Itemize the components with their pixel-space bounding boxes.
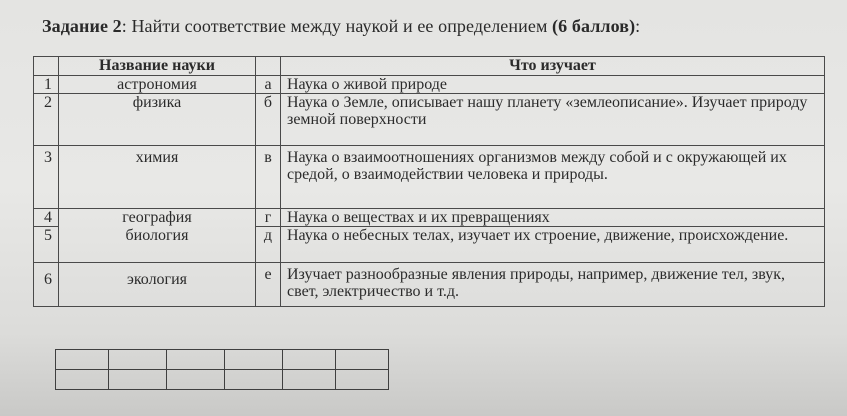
- answer-cell[interactable]: [56, 370, 109, 390]
- header-name-cell: Название науки: [59, 57, 256, 76]
- definition-letter: е: [256, 263, 281, 307]
- definition-letter: в: [256, 146, 281, 209]
- task-label: Задание 2: [42, 16, 122, 36]
- definition-text: Наука о живой природе: [281, 76, 825, 94]
- answer-cell[interactable]: [283, 350, 336, 370]
- definition-text: Наука о веществах и их превращениях: [281, 209, 825, 227]
- science-name: экология: [59, 263, 256, 307]
- science-name: астрономия: [59, 76, 256, 94]
- table-row: [34, 94, 825, 146]
- row-number: 5: [34, 227, 59, 263]
- definition-text: Изучает разнообразные явления природы, например, движение тел, звук, свет, электричество и т.д.: [281, 263, 825, 307]
- table-row: [34, 227, 825, 263]
- task-points: (6 баллов): [552, 16, 636, 36]
- science-name: химия: [59, 146, 256, 209]
- answer-cell[interactable]: [167, 350, 225, 370]
- definition-text: Наука о Земле, описывает нашу планету «землеописание». Изучает природу земной поверхности: [281, 94, 825, 146]
- definition-letter: а: [256, 76, 281, 94]
- answer-cell[interactable]: [109, 350, 167, 370]
- answer-cell[interactable]: [167, 370, 225, 390]
- row-number: 3: [34, 146, 59, 209]
- task-text: : Найти соответствие между наукой и ее определением: [121, 16, 553, 36]
- answer-cell[interactable]: [336, 370, 389, 390]
- definition-letter: д: [256, 227, 281, 263]
- table-row: [34, 209, 825, 227]
- table-row: [34, 263, 825, 307]
- table-header-row: [34, 57, 825, 76]
- answer-cell[interactable]: [225, 370, 283, 390]
- definition-letter: б: [256, 94, 281, 146]
- answer-cell[interactable]: [56, 350, 109, 370]
- table-row: [34, 76, 825, 94]
- definition-text: Наука о небесных телах, изучает их строение, движение, происхождение.: [281, 227, 825, 263]
- row-number: 6: [34, 263, 59, 307]
- row-number: 1: [34, 76, 59, 94]
- science-name: физика: [59, 94, 256, 146]
- header-num-cell: [34, 57, 59, 76]
- header-letter-cell: [256, 57, 281, 76]
- answer-grid-row: [56, 370, 389, 390]
- row-number: 2: [34, 94, 59, 146]
- answer-cell[interactable]: [225, 350, 283, 370]
- definition-text: Наука о взаимоотношениях организмов между собой и с окружающей их средой, о взаимодействии человека и природы.: [281, 146, 825, 209]
- table-row: [34, 146, 825, 209]
- answer-cell[interactable]: [109, 370, 167, 390]
- definition-letter: г: [256, 209, 281, 227]
- row-number: 4: [34, 209, 59, 227]
- science-name: биология: [59, 227, 256, 263]
- task-end: :: [635, 16, 641, 36]
- task-title: [42, 16, 640, 37]
- answer-grid: [55, 349, 389, 390]
- answer-cell[interactable]: [283, 370, 336, 390]
- answer-cell[interactable]: [336, 350, 389, 370]
- matching-table: [33, 56, 825, 307]
- header-def-cell: Что изучает: [281, 57, 825, 76]
- science-name: география: [59, 209, 256, 227]
- answer-grid-row: [56, 350, 389, 370]
